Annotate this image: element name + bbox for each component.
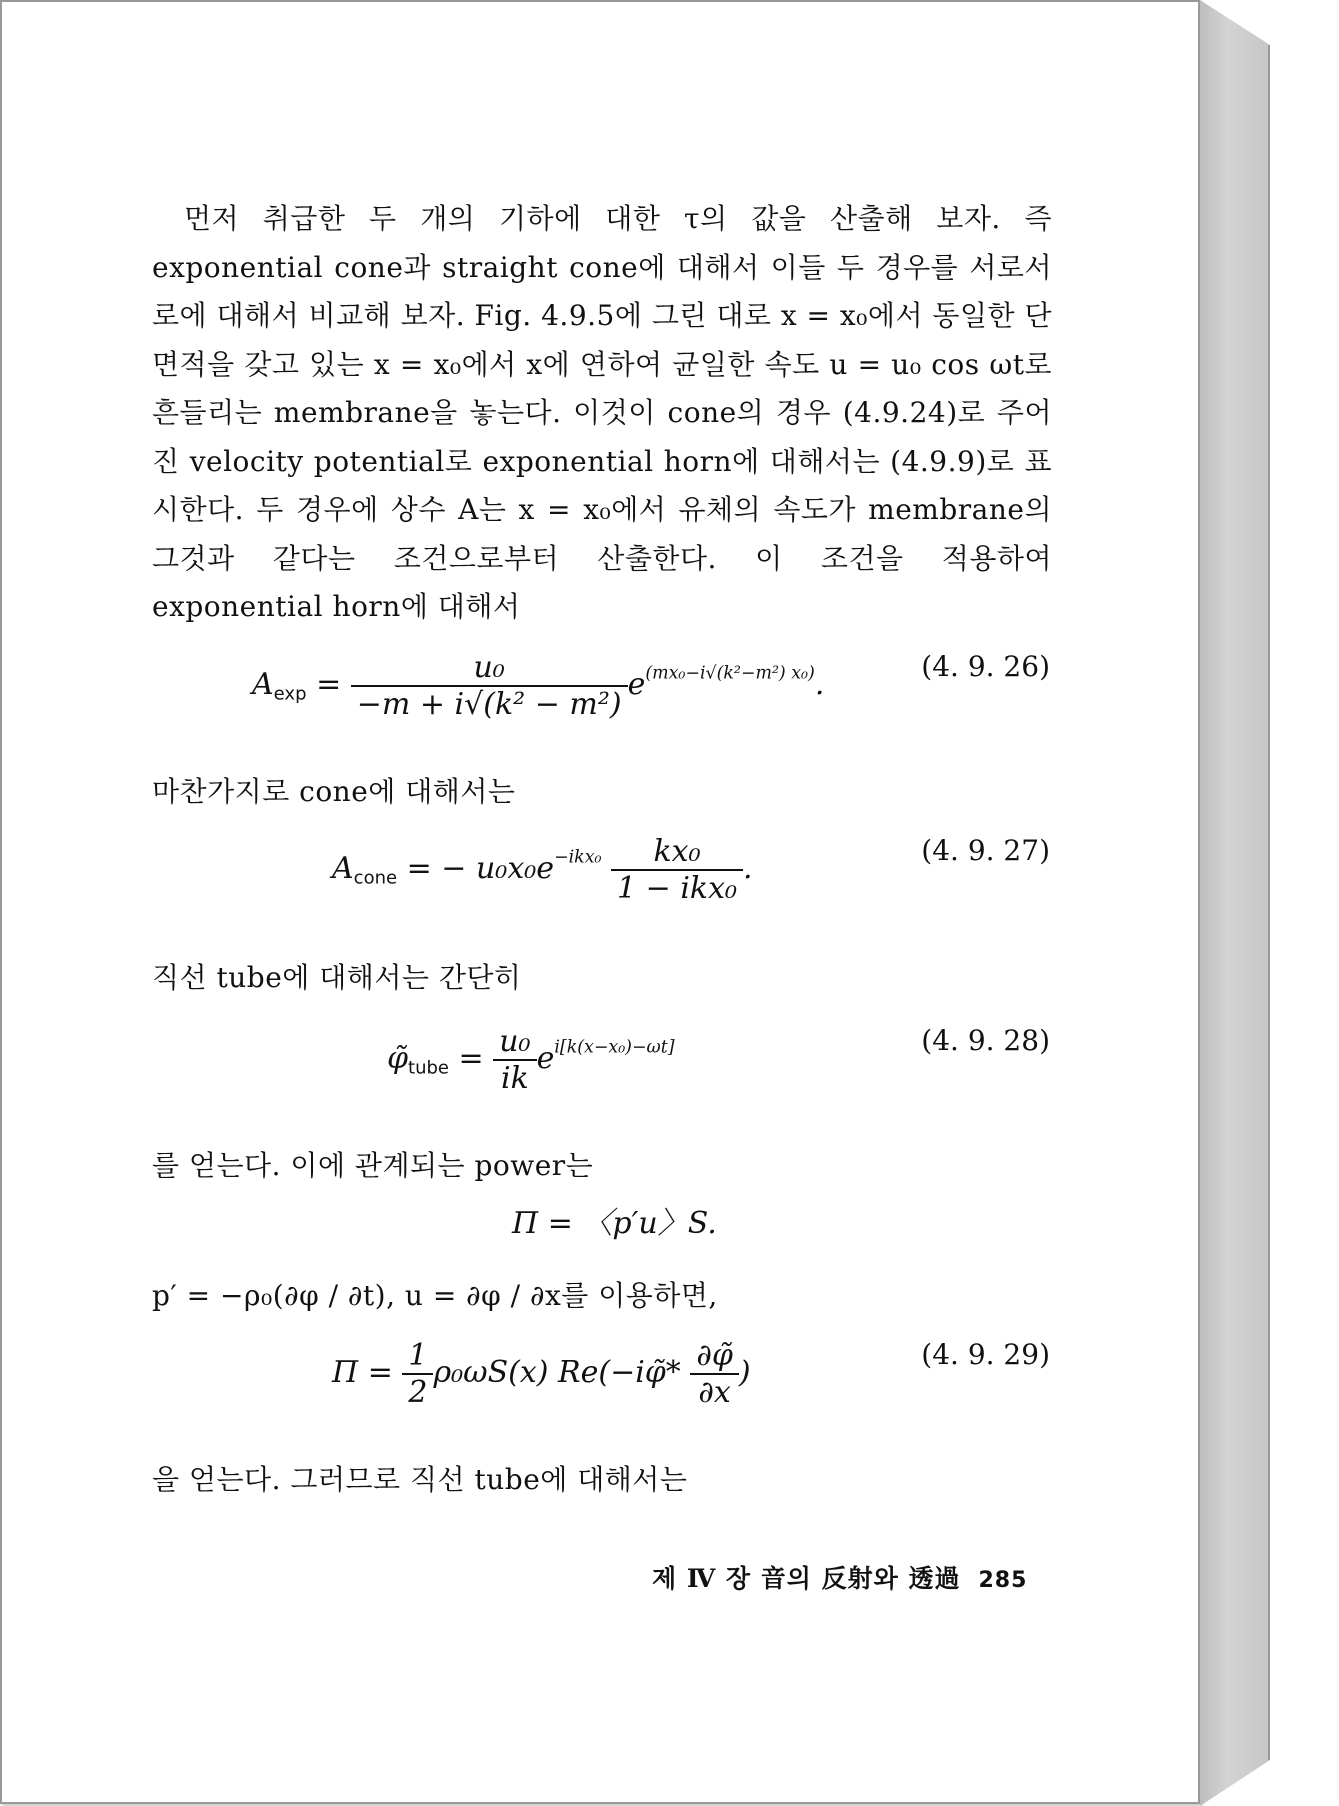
paragraph-tube: 직선 tube에 대해서는 간단히 [152, 960, 522, 994]
eq-lhs: Π = [332, 1354, 393, 1390]
equation-4-9-27 [152, 834, 1052, 954]
equation-number: (4. 9. 29) [921, 1337, 1050, 1371]
eq-lhs: φ̃ [387, 1040, 409, 1076]
equation-formula: Π = 〈p′u〉S. [512, 1205, 717, 1241]
eq-fraction-half [402, 1338, 433, 1410]
equation-formula [332, 834, 753, 906]
page-content [152, 195, 1052, 1504]
eq-numerator: 1 [402, 1338, 433, 1375]
eq-exponent: (mx₀−i√(k²−m²) x₀) [645, 662, 815, 683]
eq-denominator: ∂x [698, 1374, 731, 1410]
eq-denominator: 1 − ikx₀ [617, 870, 738, 906]
paragraph-conclusion: 을 얻는다. 그러므로 직선 tube에 대해서는 [152, 1462, 688, 1496]
eq-exponent: i[k(x−x₀)−ωt] [554, 1036, 675, 1057]
eq-exponent: −ikx₀ [554, 846, 602, 867]
eq-numerator: kx₀ [611, 834, 743, 871]
eq-fraction [493, 1024, 536, 1096]
book-edge [1200, 0, 1270, 1806]
equation-4-9-28 [152, 1024, 1052, 1142]
eq-tail: ) [738, 1354, 751, 1390]
equation-formula [332, 1338, 751, 1410]
equation-number: (4. 9. 28) [921, 1023, 1050, 1057]
paragraph-cone: 마찬가지로 cone에 대해서는 [152, 774, 516, 808]
eq-fraction [351, 650, 628, 722]
eq-tail: . [814, 666, 825, 702]
page-footer [652, 1559, 1027, 1595]
equation-power [152, 1198, 1052, 1260]
equation-number: (4. 9. 26) [921, 649, 1050, 683]
paragraph-substitution: p′ = −ρ₀(∂φ / ∂t), u = ∂φ / ∂x를 이용하면, [152, 1278, 718, 1312]
eq-numerator: ∂φ̃ [690, 1338, 739, 1375]
eq-numerator: u₀ [351, 650, 628, 687]
eq-lhs: A [252, 666, 274, 702]
eq-lhs-sub: tube [408, 1056, 449, 1078]
eq-lhs-sub: exp [273, 682, 307, 704]
equation-number: (4. 9. 27) [921, 833, 1050, 867]
eq-numerator: u₀ [493, 1024, 536, 1061]
equation-formula: φ̃tube = $\frac{\text{u₀}}{ik}$ $e^{i[k(x-x_0)-\omega t]}$ [387, 1023, 675, 1096]
eq-pre: = − u₀x₀e [406, 850, 555, 886]
eq-denominator: −m + i√(k² − m²) [356, 686, 622, 722]
equation-4-9-29 [152, 1338, 1052, 1456]
eq-lhs: A [332, 850, 354, 886]
equation-formula: Aexp = $\frac{\text{u₀}}{\text{−m + i√(k² − m²)}}$ $e^{(mx_0-i√(k^2-m^2) x_0)}$. [252, 649, 825, 722]
equation-4-9-26 [152, 650, 1052, 768]
book-edge-line [1268, 45, 1270, 1760]
page-number: 285 [978, 1568, 1028, 1593]
eq-tail: . [743, 850, 753, 886]
eq-denominator: 2 [408, 1374, 428, 1410]
eq-mid: ρ₀ωS(x) Re(−iφ̃* [433, 1354, 681, 1390]
eq-denominator: ik [501, 1060, 529, 1096]
eq-lhs-sub: cone [353, 866, 398, 888]
eq-fraction-derivative [690, 1338, 739, 1410]
paragraph-power: 를 얻는다. 이에 관계되는 power는 [152, 1148, 594, 1182]
paragraph-intro: 먼저 취급한 두 개의 기하에 대한 τ의 값을 산출해 보자. 즉 exponential cone과 straight cone에 대해서 이들 두 경우를 서로서로에 대해서 비교해 보자. Fig. 4.9.5에 그린 대로 x = x₀에서 동일한 단면적을 갖고 있는 x = x₀에서 x에 연하여 균일한 속도 u = u₀ cos ωt로 흔들리는 membrane을 놓는다. 이것이 cone의 경우 (4.9.24)로 주어진 velocity potential로 exponential horn에 대해서는 (4.9.9)로 표시한다. 두 경우에 상수 A는 x = x₀에서 유체의 속도가 membrane의 그것과 같다는 조건으로부터 산출한다. 이 조건을 적용하여 exponential horn에 대해서 [152, 202, 1052, 623]
chapter-title: 제 Ⅳ 장 音의 反射와 透過 [652, 1564, 961, 1593]
eq-fraction [611, 834, 743, 906]
